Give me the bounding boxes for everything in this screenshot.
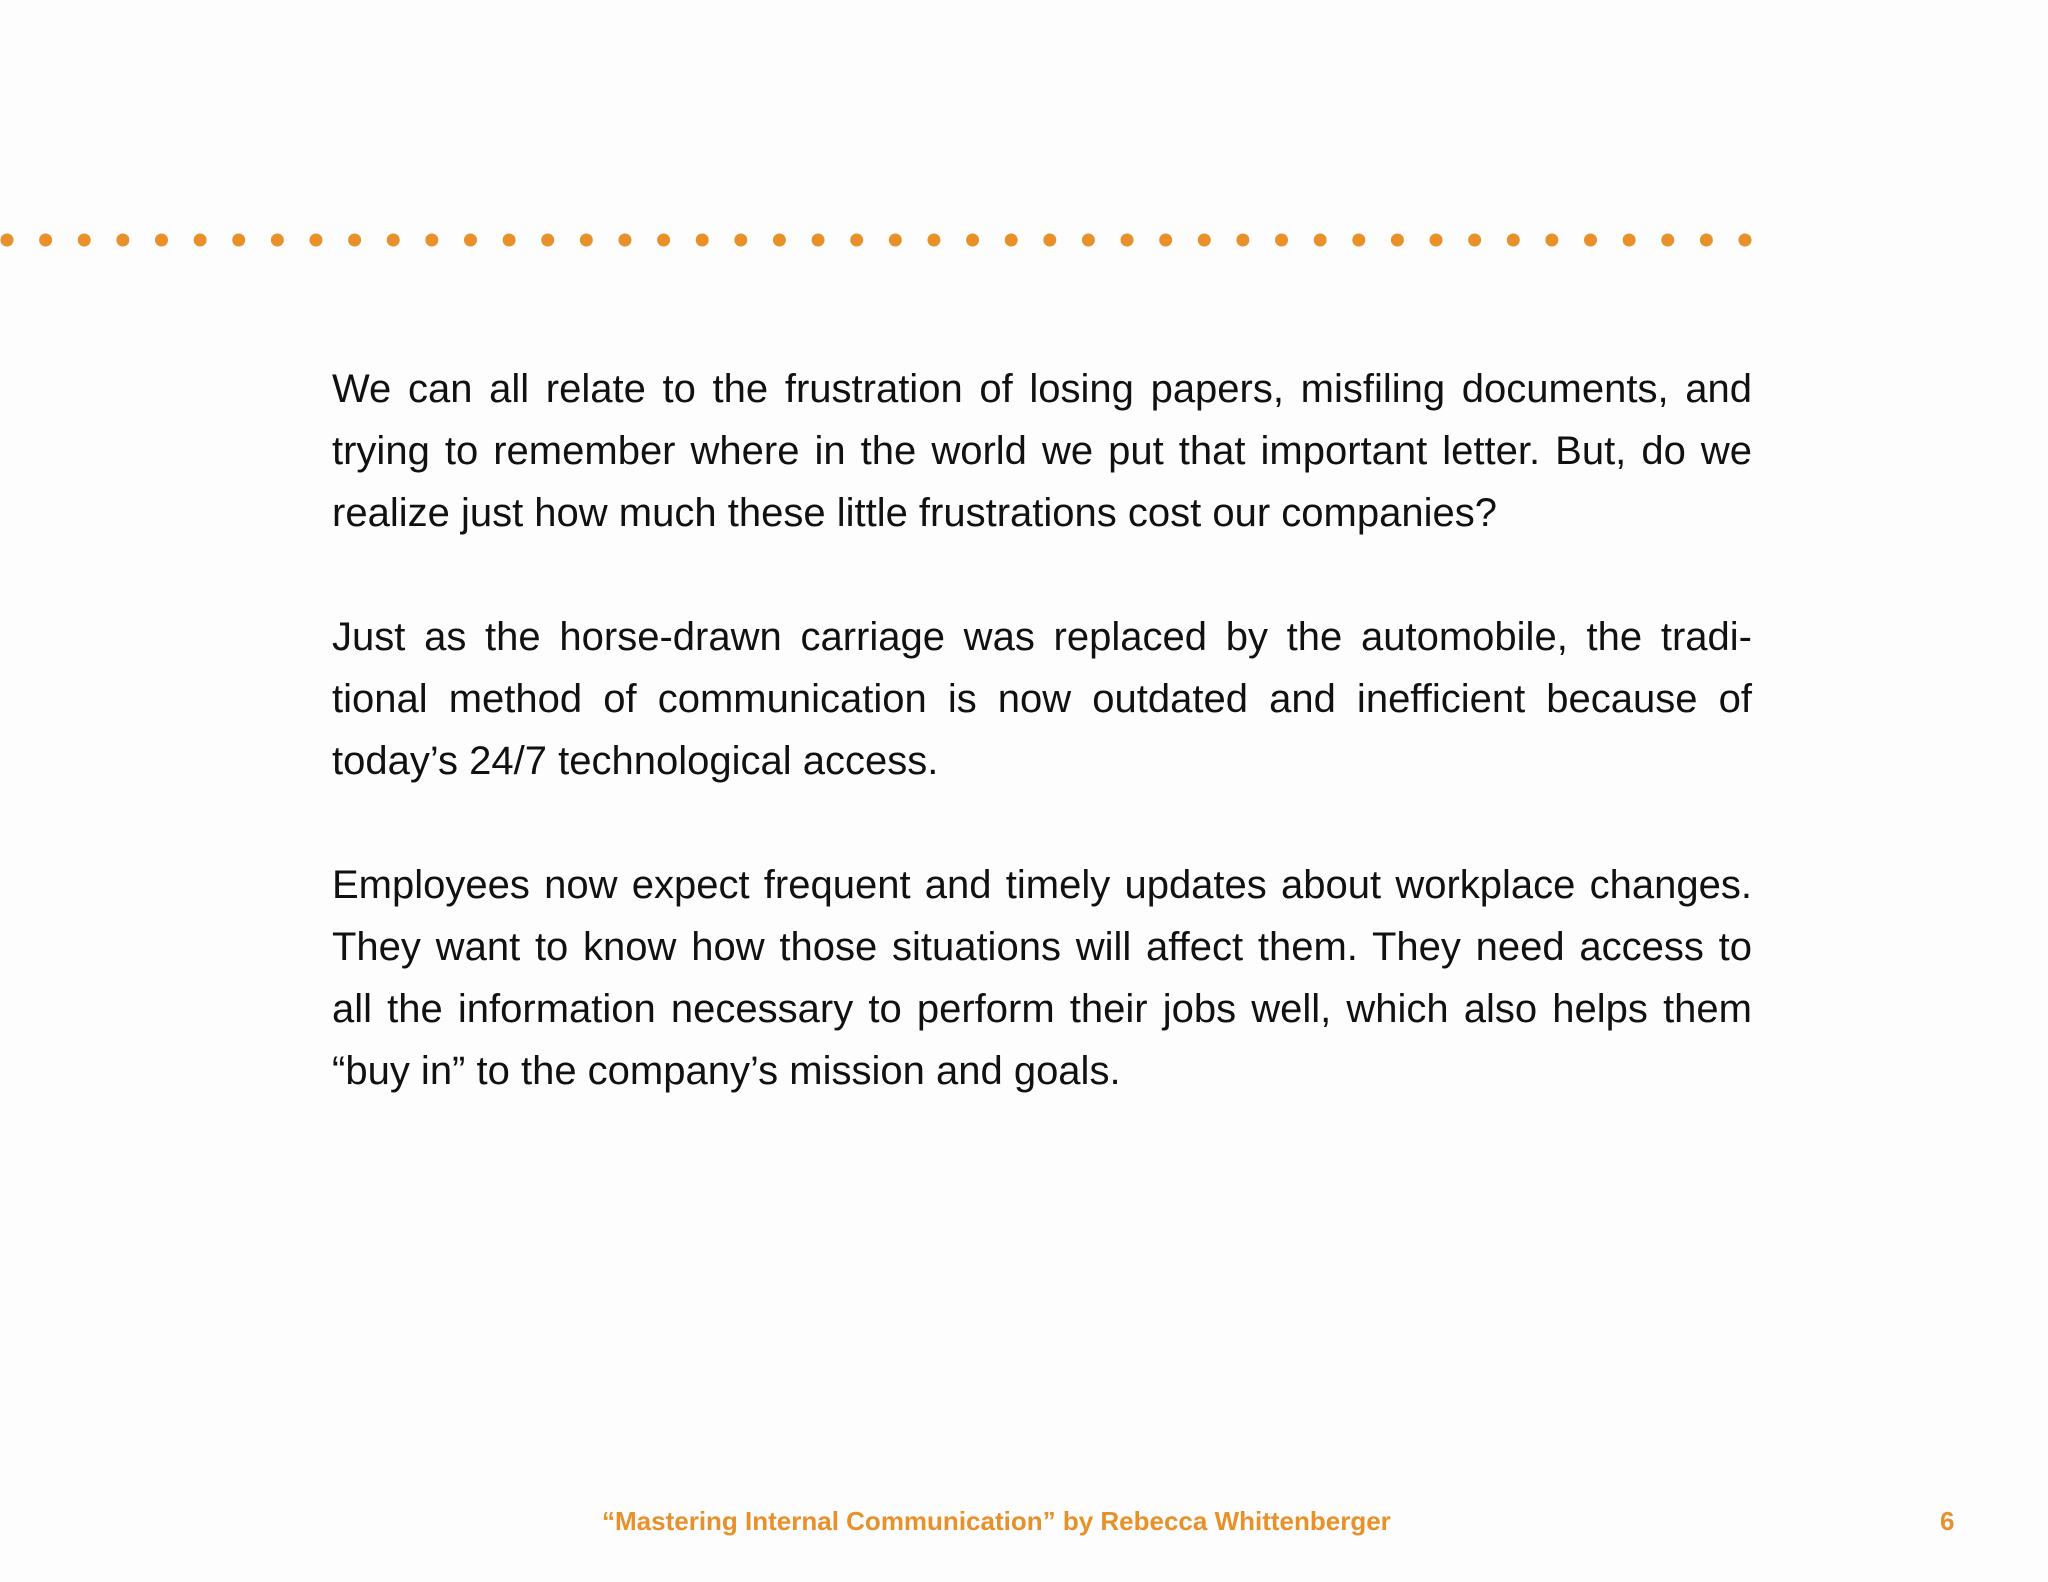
divider-dot: [1236, 234, 1249, 247]
divider-dot: [1, 234, 14, 247]
divider-dot: [39, 234, 52, 247]
divider-dot: [966, 234, 979, 247]
divider-dot: [232, 234, 245, 247]
divider-dot: [1275, 234, 1288, 247]
divider-dot: [618, 234, 631, 247]
divider-dot: [348, 234, 361, 247]
divider-dot: [927, 234, 940, 247]
divider-dot: [812, 234, 825, 247]
divider-dot: [1700, 234, 1713, 247]
divider-dot: [889, 234, 902, 247]
divider-dot: [1661, 234, 1674, 247]
divider-dot: [1159, 234, 1172, 247]
paragraph-2: Just as the horse-drawn carriage was replaced by the automobile, the tradi-tional method of communication is now outdated and inefficient because of today’s 24/7 technological access.: [332, 615, 1752, 783]
divider-dot: [696, 234, 709, 247]
divider-dot: [850, 234, 863, 247]
divider-dot: [271, 234, 284, 247]
divider-dot: [773, 234, 786, 247]
divider-dot: [194, 234, 207, 247]
body-text: [332, 358, 1752, 1164]
divider-dot: [1005, 234, 1018, 247]
divider-dot: [541, 234, 554, 247]
divider-dot: [1739, 234, 1752, 247]
paragraph-3: Employees now expect frequent and timely updates about workplace changes. They want to know how those situations will affect them. They need access to all the information necessary to perform their jobs well, which also helps them “buy in” to the company’s mission and goals.: [332, 863, 1752, 1093]
divider-dot: [734, 234, 747, 247]
dotted-divider-icon: [0, 230, 1760, 250]
divider-dot: [78, 234, 91, 247]
divider-dot: [1623, 234, 1636, 247]
divider-dot: [464, 234, 477, 247]
divider-dot: [1430, 234, 1443, 247]
divider-dot: [1468, 234, 1481, 247]
footer-credit: “Mastering Internal Communication” by Rebecca Whittenberger: [602, 1506, 1391, 1536]
divider-dot: [309, 234, 322, 247]
divider-dot: [1043, 234, 1056, 247]
divider-dot: [116, 234, 129, 247]
divider-dot: [503, 234, 516, 247]
divider-dot: [1198, 234, 1211, 247]
divider-dot: [1352, 234, 1365, 247]
page-number: 6: [1940, 1506, 1955, 1536]
divider-dot: [1584, 234, 1597, 247]
divider-dot: [1507, 234, 1520, 247]
divider-dot: [1545, 234, 1558, 247]
divider-dot: [1391, 234, 1404, 247]
divider-dot: [580, 234, 593, 247]
paragraph-1: We can all relate to the frustration of losing papers, misfiling documents, and trying to remember where in the world we put that important letter. But, do we realize just how much these little frustrations cost our companies?: [332, 367, 1752, 535]
divider-dot: [1082, 234, 1095, 247]
divider-dot: [387, 234, 400, 247]
divider-dot: [1314, 234, 1327, 247]
page-footer: [0, 1506, 2048, 1542]
divider-dot: [657, 234, 670, 247]
divider-dot: [1121, 234, 1134, 247]
divider-dot: [425, 234, 438, 247]
divider-dot: [155, 234, 168, 247]
